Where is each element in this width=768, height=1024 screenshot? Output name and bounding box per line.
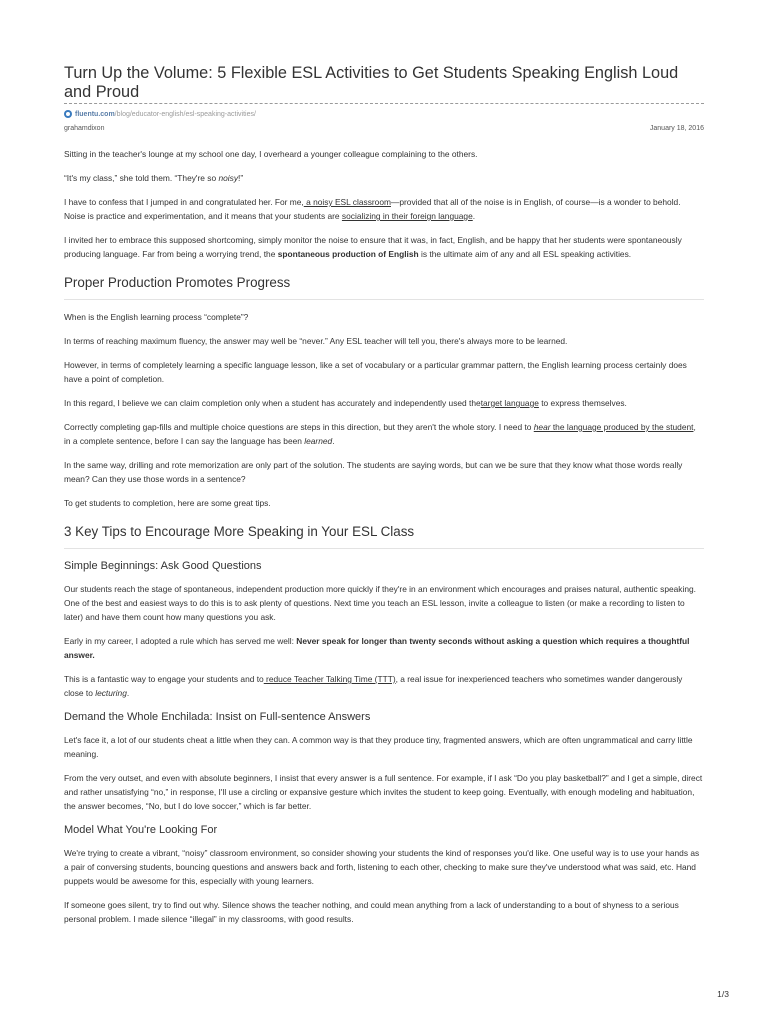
link-noisy-esl-classroom[interactable]: a noisy ESL classroom xyxy=(303,197,391,207)
publish-date: January 18, 2016 xyxy=(649,125,704,132)
paragraph: Correctly completing gap-fills and multiple choice questions are steps in this direction, but they aren't the whole story. I need to hear the language produced by the student, in a complete sentence, before I can say the language has been learned. xyxy=(64,422,696,446)
paragraph: Let's face it, a lot of our students cheat a little when they can. A common way is that they produce tiny, fragmented answers, which are often ungrammatical and carry little meaning. xyxy=(64,735,693,759)
section-heading: 3 Key Tips to Encourage More Speaking in Your ESL Class xyxy=(64,523,704,549)
paragraph: Our students reach the stage of spontaneous, independent production more quickly if they're in an environment which encourages and praises natural, authentic speaking. One of the best and easiest ways to do this is to ask plenty of questions. Next time you teach an ESL lesson, invite a colleague to listen (or make a recording to listen to later) and have them count how many questions you ask. xyxy=(64,584,696,622)
title-divider xyxy=(64,103,704,104)
emphasis: noisy xyxy=(218,173,239,183)
paragraph: From the very outset, and even with absolute beginners, I insist that every answer is a full sentence. For example, if I ask “Do you play basketball?” and I get a simple, direct and rather unsatisfying “no,” in response, I'll use a circling or expansive gesture which invites the student to keep going. Eventually, with enough modeling and habituation, the answer becomes, “No, but I do love soccer,” which is far better. xyxy=(64,773,703,811)
paragraph: “It's my class,” she told them. “They're so noisy!” xyxy=(64,173,244,183)
emphasis: lecturing xyxy=(95,688,127,698)
article-meta xyxy=(64,125,704,132)
paragraph: We're trying to create a vibrant, “noisy” classroom environment, so consider showing your students the kind of responses you'd like. One useful way is to use your hands as a pair of conversing students, bouncing questions and answers back and forth, listening to each other, checking to make sure they've understood what was said, etc. Hand puppets would be awesome for this, especially with young learners. xyxy=(64,848,700,886)
paragraph: When is the English learning process “complete”? xyxy=(64,312,249,322)
article-body xyxy=(64,147,704,936)
section-heading: Proper Production Promotes Progress xyxy=(64,274,704,300)
link-socializing[interactable]: socializing in their foreign language xyxy=(341,211,473,221)
emphasis: learned xyxy=(304,436,333,446)
paragraph: Sitting in the teacher's lounge at my school one day, I overheard a younger colleague complaining to the others. xyxy=(64,149,478,159)
article-title: Turn Up the Volume: 5 Flexible ESL Activities to Get Students Speaking English Loud and Proud xyxy=(64,64,679,101)
bold-text: spontaneous production of English xyxy=(277,249,419,259)
paragraph: Early in my career, I adopted a rule which has served me well: Never speak for longer than twenty seconds without asking a question which requires a thoughtful answer. xyxy=(64,636,690,660)
link-reduce-ttt[interactable]: reduce Teacher Talking Time (TTT) xyxy=(263,674,396,684)
subsection-heading: Model What You're Looking For xyxy=(64,824,218,836)
subsection-heading: Simple Beginnings: Ask Good Questions xyxy=(64,560,262,572)
bold-text: Never speak for longer than twenty seconds without asking a question which requires a thoughtful answer. xyxy=(64,636,690,660)
paragraph: If someone goes silent, try to find out why. Silence shows the teacher nothing, and could mean anything from a lack of understanding to a bout of shyness to a serious personal problem. I made silence “illegal” in my classrooms, with good results. xyxy=(64,900,679,924)
paragraph: In this regard, I believe we can claim completion only when a student has accurately and independently used thetarget language to express themselves. xyxy=(64,398,627,408)
author-name: grahamdixon xyxy=(64,125,105,132)
page-number: 1/3 xyxy=(717,989,729,999)
paragraph: In the same way, drilling and rote memorization are only part of the solution. The students are saying words, but can we be sure that they know what those words really mean? Can they use those words in a sentence? xyxy=(64,460,683,484)
fluentu-logo-icon xyxy=(64,110,72,118)
source-domain: fluentu.com xyxy=(75,110,115,118)
paragraph: I have to confess that I jumped in and congratulated her. For me, a noisy ESL classroom—provided that all of the noise is in English, of course—is a wonder to behold. Noise is practice and experimentation, and it means that your students are socializing in their foreign language. xyxy=(64,197,681,221)
link-target-language[interactable]: target language xyxy=(480,398,539,408)
subsection-heading: Demand the Whole Enchilada: Insist on Full-sentence Answers xyxy=(64,711,371,723)
paragraph: I invited her to embrace this supposed shortcoming, simply monitor the noise to ensure that it was, in fact, English, and be happy that her students were spontaneously producing language. Far from being a worrying trend, the spontaneous production of English is the ultimate aim of any and all ESL speaking activities. xyxy=(64,235,682,259)
source-path: /blog/educator-english/esl-speaking-activities/ xyxy=(114,110,256,118)
paragraph: In terms of reaching maximum fluency, the answer may well be “never.” Any ESL teacher will tell you, there's always more to be learned. xyxy=(64,336,568,346)
paragraph: However, in terms of completely learning a specific language lesson, like a set of vocabulary or a particular grammar pattern, the English learning process certainly does have a point of completion. xyxy=(64,360,687,384)
source-url[interactable] xyxy=(64,110,256,118)
link-hear-language[interactable]: hear the language produced by the student xyxy=(533,422,694,432)
paragraph: This is a fantastic way to engage your students and to reduce Teacher Talking Time (TTT), a real issue for inexperienced teachers who sometimes wander dangerously close to lecturing. xyxy=(64,674,683,698)
paragraph: To get students to completion, here are some great tips. xyxy=(64,498,271,508)
